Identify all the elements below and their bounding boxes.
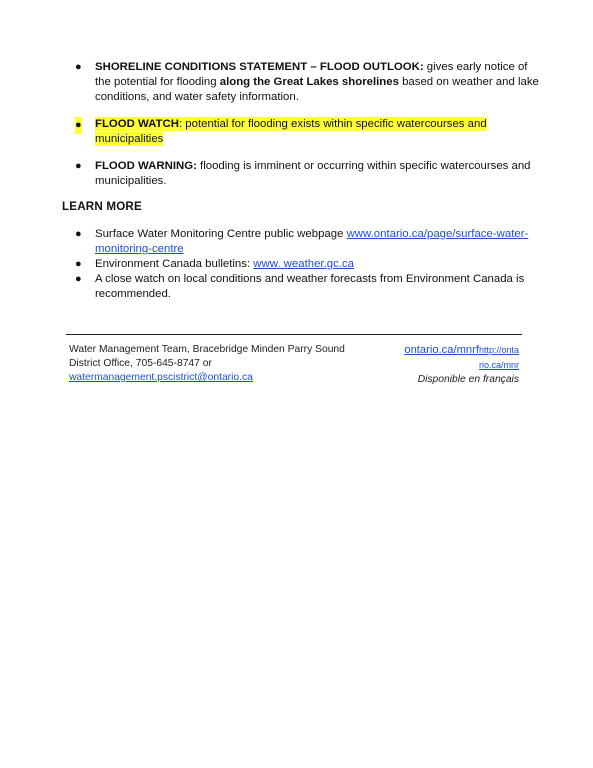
- desc-flood-warning: flooding is imminent or occurring within specific watercourses and municipalities.: [95, 160, 531, 187]
- ontario-mnr-link[interactable]: http://onta rio.ca/mnr: [478, 345, 519, 370]
- list-item-shoreline: [63, 60, 543, 105]
- french-availability-note: Disponible en français: [417, 374, 519, 385]
- swmc-link[interactable]: www.ontario.ca/page/surface-water-monitoring-centre: [95, 228, 529, 255]
- list-item-flood-warning: [63, 159, 543, 189]
- footer-contact: [69, 343, 369, 385]
- learn-more-heading: LEARN MORE: [62, 200, 142, 213]
- close-watch-text: A close watch on local conditions and weather forecasts from Environment Canada is recommended.: [95, 273, 525, 300]
- term-shoreline: SHORELINE CONDITIONS STATEMENT – FLOOD OUTLOOK:: [95, 61, 424, 73]
- list-item-swmc: [63, 227, 533, 257]
- bullet-icon: ●: [75, 61, 82, 73]
- desc-shoreline-2: based on weather and lake conditions, and water safety information.: [95, 76, 539, 103]
- swmc-text: Surface Water Monitoring Centre public webpage: [95, 228, 347, 240]
- term-flood-watch: FLOOD WATCH: [95, 118, 179, 130]
- list-item-env-canada: [63, 257, 533, 272]
- weather-link[interactable]: www. weather.gc.ca: [253, 258, 354, 270]
- bullet-icon: ●: [75, 273, 82, 285]
- bullet-icon: ●: [75, 160, 82, 172]
- list-item-close-watch: [63, 272, 533, 302]
- desc-shoreline-bold: along the Great Lakes shorelines: [219, 76, 399, 88]
- learn-more-list: [63, 227, 533, 302]
- term-flood-warning: FLOOD WARNING:: [95, 160, 197, 172]
- bullet-icon: ●: [75, 117, 82, 134]
- bullet-icon: ●: [75, 228, 82, 240]
- desc-shoreline-1: gives early notice of the potential for flooding: [95, 61, 528, 88]
- ontario-mnrf-link[interactable]: ontario.ca/mnrf: [404, 344, 479, 356]
- bullet-icon: ●: [75, 258, 82, 270]
- footer-divider: [66, 334, 522, 335]
- contact-text: Water Management Team, Bracebridge Minden Parry Sound District Office, 705-645-8747 or: [69, 344, 345, 369]
- flood-watch-highlight: [95, 117, 487, 146]
- alert-types-list: [63, 60, 543, 201]
- email-link[interactable]: watermanagement.pscistrict@ontario.ca: [69, 372, 253, 383]
- footer-links: [369, 343, 519, 387]
- list-item-flood-watch: [63, 117, 543, 147]
- env-canada-text: Environment Canada bulletins:: [95, 258, 254, 270]
- desc-flood-watch: : potential for flooding exists within specific watercourses and municipalities: [95, 118, 487, 145]
